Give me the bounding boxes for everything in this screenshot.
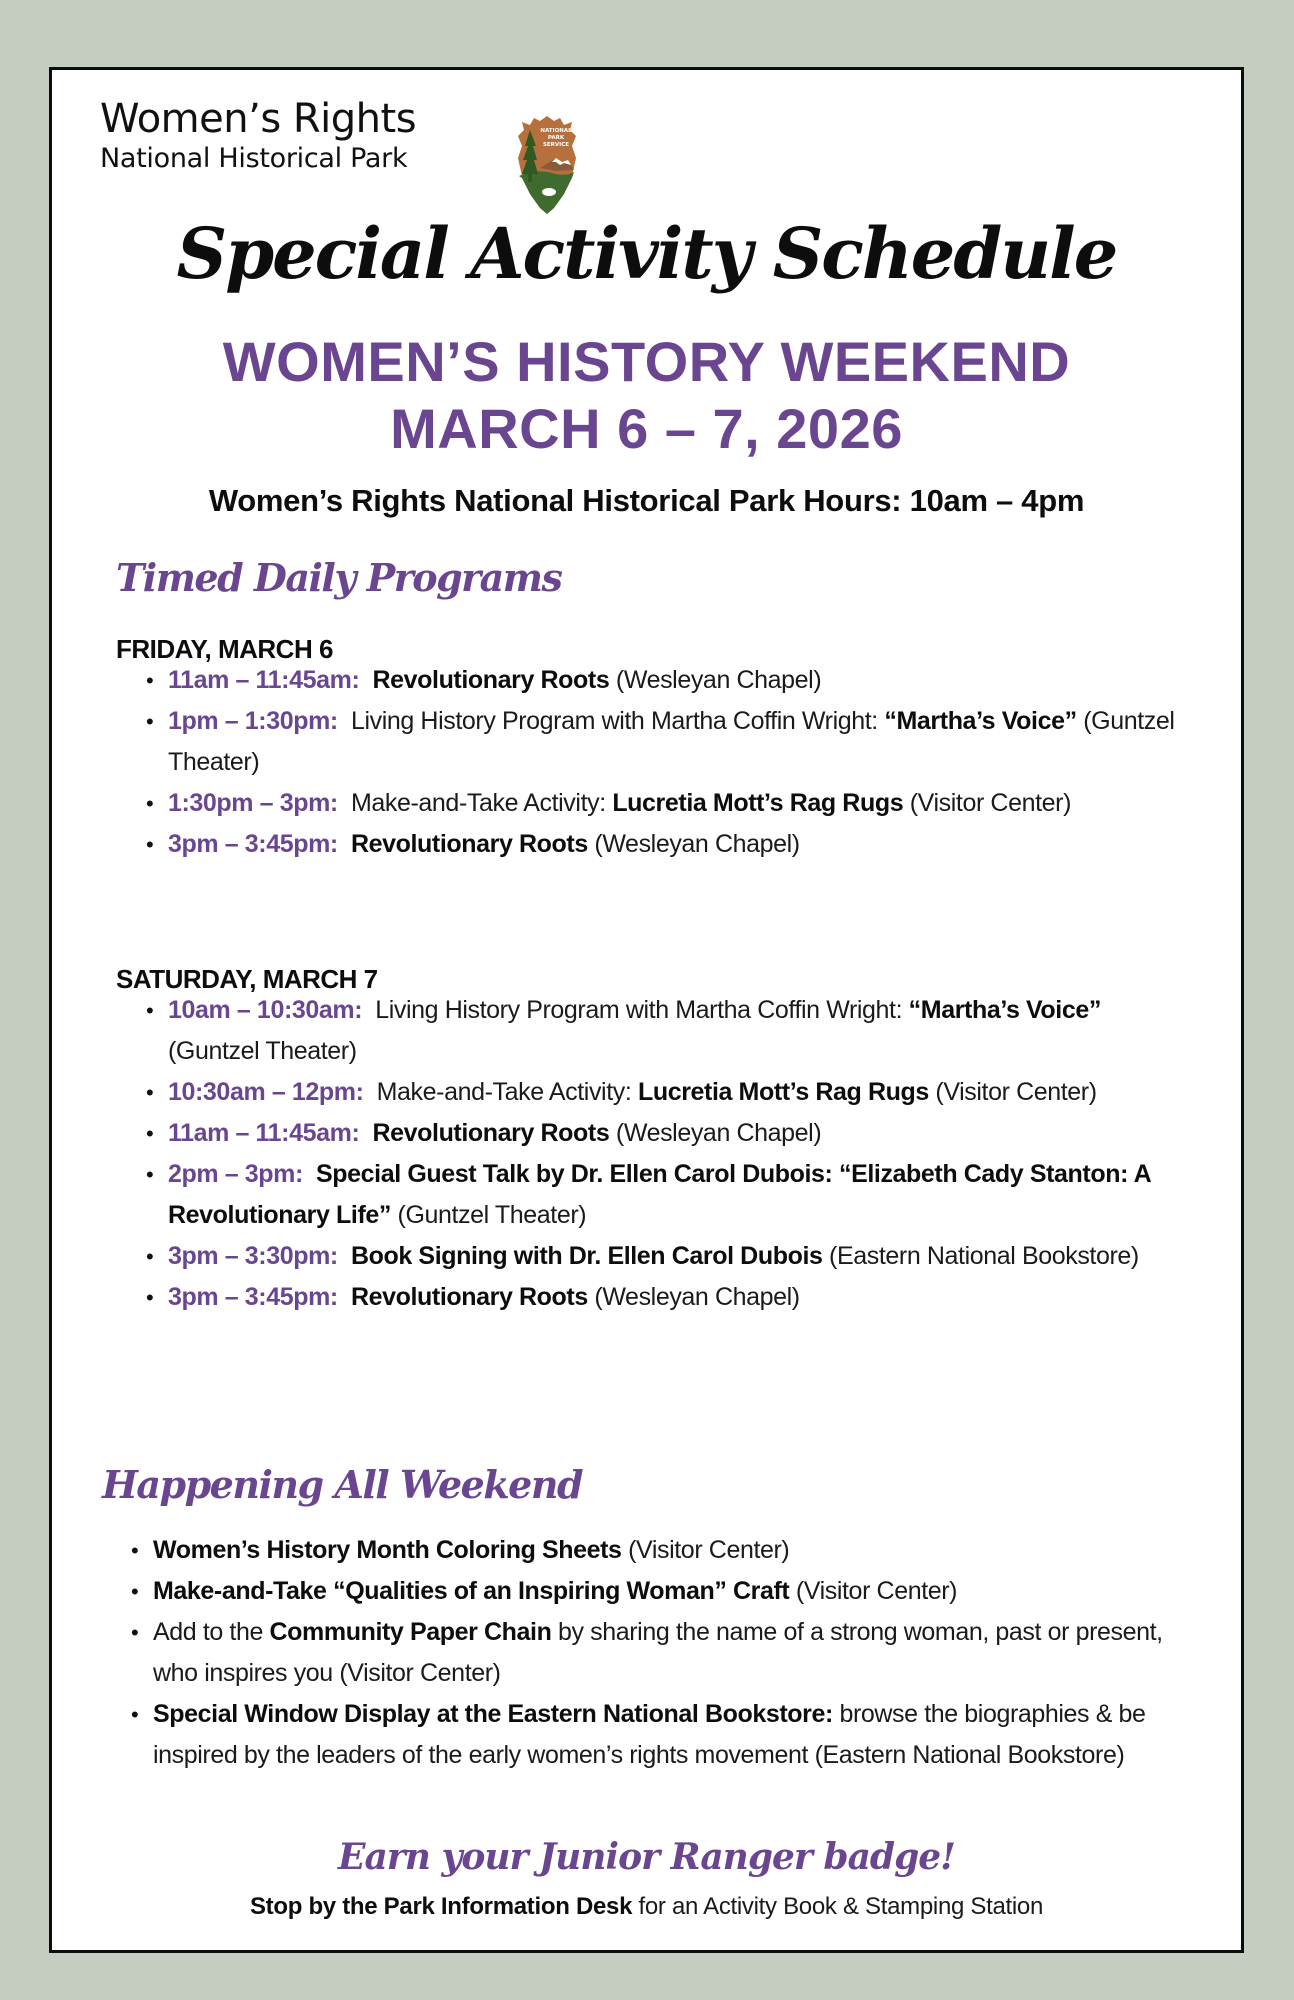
program-title: Revolutionary Roots bbox=[350, 830, 588, 858]
park-logo bbox=[100, 96, 572, 176]
program-desc: Make-and-Take Activity: bbox=[350, 789, 613, 817]
weekend-item bbox=[131, 1530, 1193, 1571]
weekend-item-post: (Visitor Center) bbox=[621, 1536, 790, 1564]
weekend-item-post: by sharing the name of a strong woman, past or present, who inspires you (Visitor Center) bbox=[153, 1618, 1163, 1687]
bullet-icon: • bbox=[131, 1538, 139, 1563]
bullet-icon: • bbox=[131, 1702, 139, 1727]
activity-book-text: for an Activity Book & Stamping Station bbox=[632, 1893, 1044, 1920]
bullet-icon: • bbox=[146, 1080, 154, 1105]
weekend-item-title: Women’s History Month Coloring Sheets bbox=[153, 1536, 622, 1564]
bullet-icon: • bbox=[146, 668, 154, 693]
program-location: (Guntzel Theater) bbox=[391, 1201, 587, 1229]
program-location: (Guntzel Theater) bbox=[168, 1037, 357, 1065]
event-dates: MARCH 6 – 7, 2026 bbox=[390, 397, 903, 460]
friday-program-list bbox=[146, 660, 1208, 865]
program-desc: Living History Program with Martha Coffin Wright: bbox=[350, 707, 885, 735]
all-weekend-heading: Happening All Weekend bbox=[102, 1462, 583, 1507]
program-item bbox=[146, 1277, 1178, 1318]
program-item bbox=[146, 1154, 1178, 1236]
program-title: Lucretia Mott’s Rag Rugs bbox=[637, 1078, 929, 1106]
program-title: Revolutionary Roots bbox=[372, 666, 610, 694]
weekend-item-title: Special Window Display at the Eastern National Bookstore: bbox=[153, 1700, 833, 1728]
program-title: Lucretia Mott’s Rag Rugs bbox=[612, 789, 904, 817]
bullet-icon: • bbox=[146, 791, 154, 816]
program-title: Revolutionary Roots bbox=[372, 1119, 610, 1147]
program-item bbox=[146, 660, 1208, 701]
program-title: Revolutionary Roots bbox=[350, 1283, 588, 1311]
program-item bbox=[146, 701, 1208, 783]
program-desc: Make-and-Take Activity: bbox=[376, 1078, 638, 1106]
weekend-item-title: Community Paper Chain bbox=[269, 1618, 552, 1646]
bullet-icon: • bbox=[146, 1244, 154, 1269]
saturday-program-list bbox=[146, 990, 1178, 1318]
program-time: 10:30am – 12pm: bbox=[168, 1078, 364, 1106]
program-title: “Martha’s Voice” bbox=[884, 707, 1077, 735]
program-item bbox=[146, 824, 1208, 865]
program-location: (Eastern National Bookstore) bbox=[822, 1242, 1139, 1270]
program-item bbox=[146, 990, 1178, 1072]
schedule-title: Special Activity Schedule bbox=[176, 212, 1117, 295]
program-time: 3pm – 3:30pm: bbox=[168, 1242, 338, 1270]
program-location: (Wesleyan Chapel) bbox=[587, 1283, 800, 1311]
program-time: 3pm – 3:45pm: bbox=[168, 830, 338, 858]
bullet-icon: • bbox=[131, 1620, 139, 1645]
program-time: 11am – 11:45am: bbox=[168, 666, 360, 694]
park-name-line2: National Historical Park bbox=[100, 143, 408, 174]
junior-ranger-heading: Earn your Junior Ranger badge! bbox=[338, 1836, 955, 1878]
program-item bbox=[146, 1113, 1178, 1154]
nps-arrowhead-icon bbox=[516, 116, 578, 214]
program-title: “Martha’s Voice” bbox=[908, 996, 1101, 1024]
weekend-item bbox=[131, 1612, 1193, 1694]
weekend-item-title: Make-and-Take “Qualities of an Inspiring Woman” Craft bbox=[153, 1577, 790, 1605]
program-item bbox=[146, 1236, 1178, 1277]
program-time: 1pm – 1:30pm: bbox=[168, 707, 338, 735]
bullet-icon: • bbox=[146, 1121, 154, 1146]
bullet-icon: • bbox=[146, 1162, 154, 1187]
program-location: (Wesleyan Chapel) bbox=[609, 666, 822, 694]
program-title: Special Guest Talk by Dr. Ellen Carol Dubois: “Elizabeth Cady Stanton: A Revolutionary Life” bbox=[168, 1160, 1151, 1229]
weekend-item bbox=[131, 1571, 1193, 1612]
program-time: 2pm – 3pm: bbox=[168, 1160, 303, 1188]
program-time: 3pm – 3:45pm: bbox=[168, 1283, 338, 1311]
program-item bbox=[146, 1072, 1178, 1113]
info-desk-text: Stop by the Park Information Desk bbox=[249, 1893, 633, 1920]
weekend-item bbox=[131, 1694, 1193, 1776]
program-location: (Wesleyan Chapel) bbox=[587, 830, 800, 858]
program-title: Book Signing with Dr. Ellen Carol Dubois bbox=[350, 1242, 823, 1270]
bullet-icon: • bbox=[146, 1285, 154, 1310]
program-time: 1:30pm – 3pm: bbox=[168, 789, 338, 817]
nps-text-park: PARK bbox=[547, 135, 565, 141]
day-heading-saturday: SATURDAY, MARCH 7 bbox=[116, 964, 378, 994]
program-location: (Guntzel Theater) bbox=[168, 707, 1175, 776]
park-hours: Women’s Rights National Historical Park Hours: 10am – 4pm bbox=[208, 483, 1085, 518]
day-heading-friday: FRIDAY, MARCH 6 bbox=[116, 634, 333, 664]
program-location: (Visitor Center) bbox=[903, 789, 1071, 817]
program-location: (Wesleyan Chapel) bbox=[609, 1119, 822, 1147]
program-desc: Living History Program with Martha Coffin Wright: bbox=[375, 996, 909, 1024]
program-time: 11am – 11:45am: bbox=[168, 1119, 360, 1147]
park-name-line1: Women’s Rights bbox=[100, 96, 417, 142]
bullet-icon: • bbox=[146, 832, 154, 857]
bullet-icon: • bbox=[146, 998, 154, 1023]
junior-ranger-info bbox=[52, 1892, 1241, 1922]
all-weekend-list bbox=[131, 1530, 1193, 1776]
nps-text-national: NATIONAL bbox=[540, 128, 572, 134]
weekend-item-post: browse the biographies & be inspired by the leaders of the early women’s rights movement (Eastern National Bookstore) bbox=[153, 1700, 1146, 1769]
weekend-item-post: (Visitor Center) bbox=[789, 1577, 958, 1605]
event-name: WOMEN’S HISTORY WEEKEND bbox=[222, 330, 1071, 393]
nps-text-service: SERVICE bbox=[542, 142, 570, 148]
event-heading bbox=[52, 328, 1241, 462]
program-item bbox=[146, 783, 1208, 824]
flyer-frame bbox=[49, 67, 1244, 1953]
program-location: (Visitor Center) bbox=[928, 1078, 1097, 1106]
timed-programs-heading: Timed Daily Programs bbox=[116, 555, 562, 600]
bullet-icon: • bbox=[131, 1579, 139, 1604]
bullet-icon: • bbox=[146, 709, 154, 734]
program-time: 10am – 10:30am: bbox=[168, 996, 363, 1024]
weekend-item-pre: Add to the bbox=[153, 1618, 270, 1646]
